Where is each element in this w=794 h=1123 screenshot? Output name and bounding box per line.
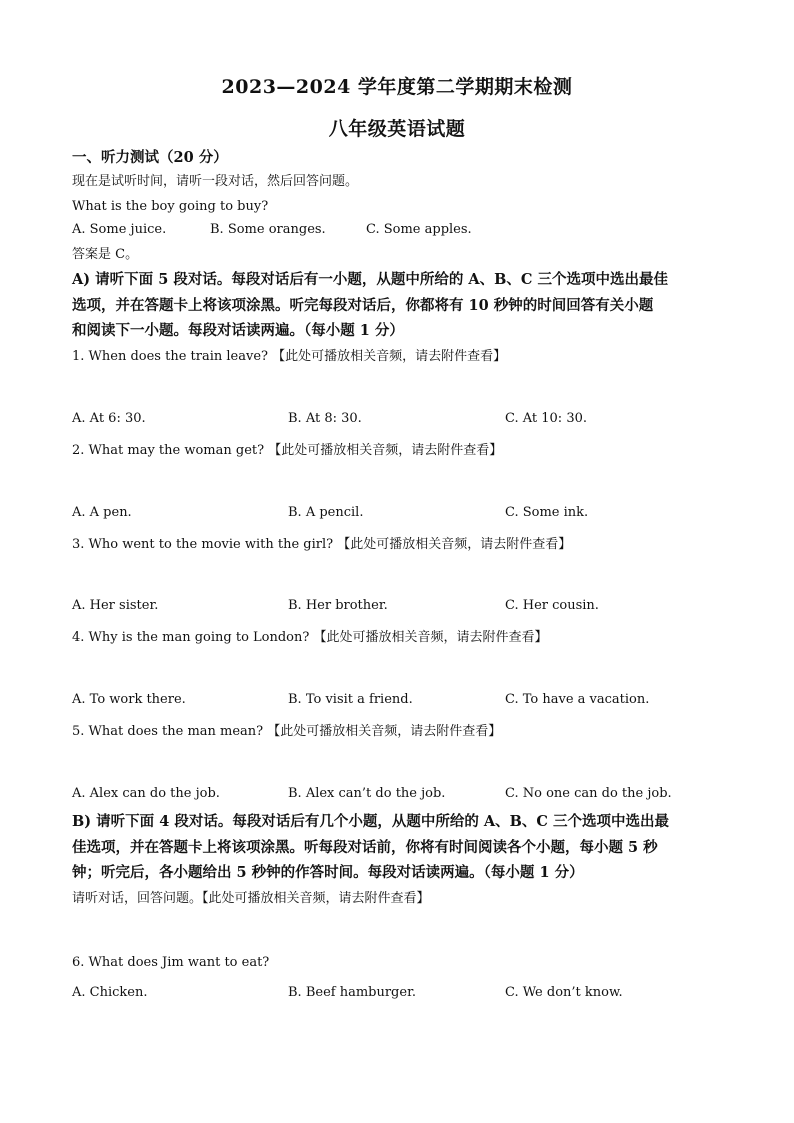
q2-option-a: A. A pen. (72, 505, 132, 520)
trial-answer: 答案是 C。 (72, 247, 139, 262)
question-6: 6. What does Jim want to eat? (72, 955, 270, 970)
q2-option-c: C. Some ink. (505, 505, 589, 520)
question-4: 4. Why is the man going to London? 【此处可播放相关音频，请去附件查看】 (72, 630, 548, 645)
part-a-instruction-line: 和阅读下一小题。每段对话读两遍。（每小题 1 分） (72, 322, 404, 339)
q1-option-b: B. At 8: 30. (288, 411, 362, 426)
trial-option-a: A. Some juice. (72, 222, 167, 237)
question-1: 1. When does the train leave? 【此处可播放相关音频，请去附件查看】 (72, 349, 507, 364)
q2-option-b: B. A pencil. (288, 505, 364, 520)
question-3: 3. Who went to the movie with the girl? 【此处可播放相关音频，请去附件查看】 (72, 537, 572, 552)
part-a-instruction-line: A) 请听下面 5 段对话。每段对话后有一小题，从题中所给的 A、B、C 三个选项中选出最佳 (72, 271, 668, 288)
question-2: 2. What may the woman get? 【此处可播放相关音频，请去附件查看】 (72, 443, 503, 458)
q6-option-a: A. Chicken. (72, 985, 148, 1000)
q1-option-c: C. At 10: 30. (505, 411, 587, 426)
exam-subtitle: 八年级英语试题 (328, 118, 466, 140)
q3-option-c: C. Her cousin. (505, 598, 599, 613)
part-a-instruction-line: 选项，并在答题卡上将该项涂黑。听完每段对话后，你都将有 10 秒钟的时间回答有关小题 (72, 297, 654, 314)
part-b-instruction-line: 钟；听完后，各小题给出 5 秒钟的作答时间。每段对话读两遍。（每小题 1 分） (72, 864, 584, 881)
q3-option-b: B. Her brother. (288, 598, 388, 613)
q4-option-c: C. To have a vacation. (505, 692, 650, 707)
trial-instruction: 现在是试听时间，请听一段对话，然后回答问题。 (72, 174, 359, 189)
q5-option-a: A. Alex can do the job. (72, 786, 220, 801)
q4-option-a: A. To work there. (72, 692, 186, 707)
trial-question: What is the boy going to buy? (72, 199, 269, 214)
trial-option-c: C. Some apples. (366, 222, 472, 237)
exam-title: 2023—2024 学年度第二学期期末检测 (221, 76, 573, 98)
q6-option-c: C. We don’t know. (505, 985, 623, 1000)
part-b-instruction-line: 佳选项，并在答题卡上将该项涂黑。听每段对话前，你将有时间阅读各个小题，每小题 5 秒 (72, 839, 658, 856)
question-5: 5. What does the man mean? 【此处可播放相关音频，请去附件查看】 (72, 724, 502, 739)
q4-option-b: B. To visit a friend. (288, 692, 413, 707)
q5-option-b: B. Alex can’t do the job. (288, 786, 446, 801)
trial-option-b: B. Some oranges. (210, 222, 326, 237)
part-b-listen-prompt: 请听对话，回答问题。【此处可播放相关音频，请去附件查看】 (72, 891, 430, 906)
q3-option-a: A. Her sister. (72, 598, 159, 613)
section-heading: 一、听力测试（20 分） (72, 149, 228, 166)
q6-option-b: B. Beef hamburger. (288, 985, 416, 1000)
q1-option-a: A. At 6: 30. (72, 411, 146, 426)
q5-option-c: C. No one can do the job. (505, 786, 672, 801)
part-b-instruction-line: B) 请听下面 4 段对话。每段对话后有几个小题，从题中所给的 A、B、C 三个选项中选出最 (72, 813, 669, 830)
